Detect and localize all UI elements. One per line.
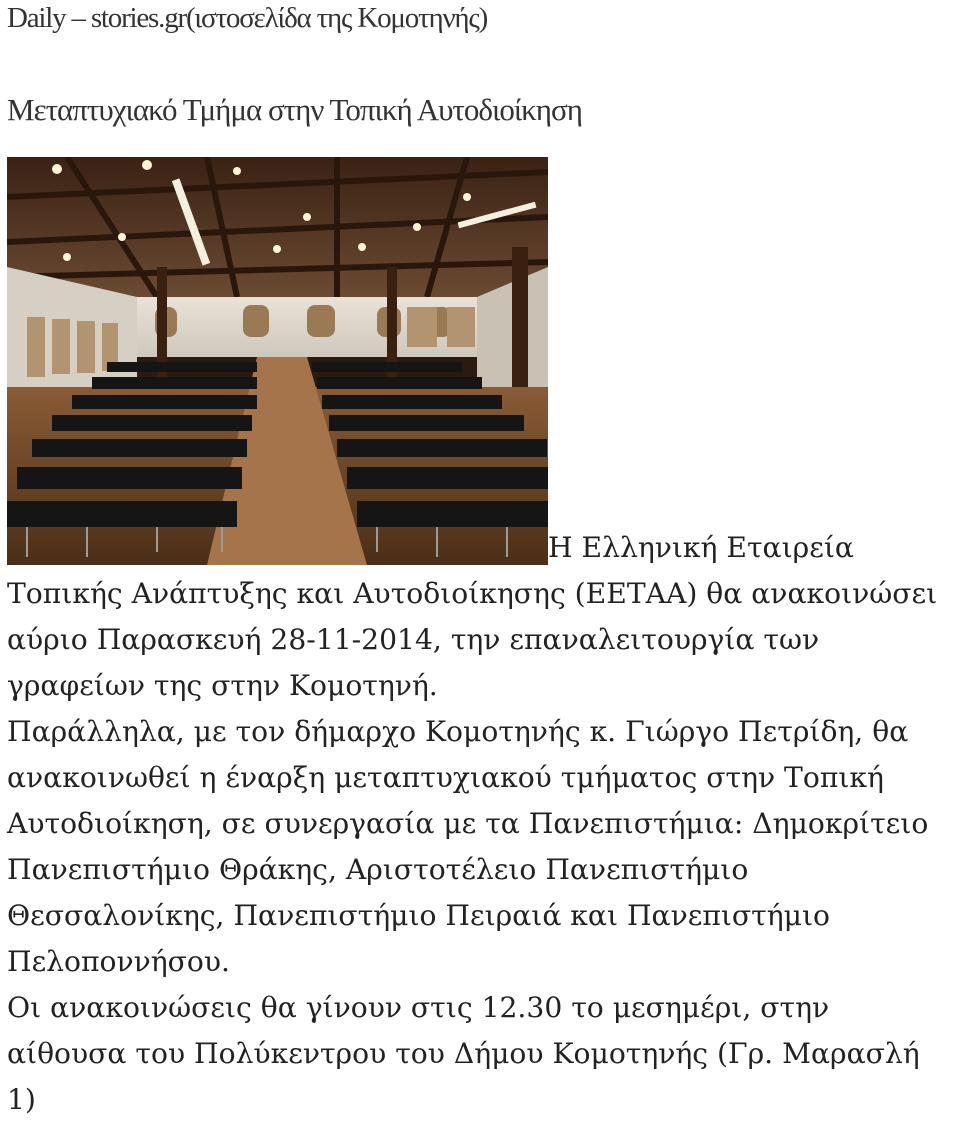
article-lead-line: Η Ελληνική Εταιρεία: [548, 531, 854, 564]
source-line: Daily – stories.gr(ιστοσελίδα της Κομοτηνής): [7, 2, 488, 34]
conference-hall-photo: [7, 157, 548, 565]
article-paragraph-3: Οι ανακοινώσεις θα γίνουν στις 12.30 το μεσημέρι, στην αίθουσα του Πολύκεντρου του Δήμου Κομοτηνής (Γρ. Μαρασλή 1): [7, 991, 920, 1116]
page-title: Μεταπτυχιακό Τμήμα στην Τοπική Αυτοδιοίκηση: [7, 92, 582, 127]
article-body: [7, 157, 957, 1123]
article-paragraph-2: Παράλληλα, με τον δήμαρχο Κομοτηνής κ. Γιώργο Πετρίδη, θα ανακοινωθεί η έναρξη μεταπτυχιακού τμήματος στην Τοπική Αυτοδιοίκηση, σε συνεργασία με τα Πανεπιστήμια: Δημοκρίτειο Πανεπιστήμιο Θράκης, Αριστοτέλειο Πανεπιστήμιο Θεσσαλονίκης, Πανεπιστήμιο Πειραιά και Πανεπιστήμιο Πελοποννήσου.: [7, 715, 929, 978]
article-paragraph-1: Τοπικής Ανάπτυξης και Αυτοδιοίκησης (ΕΕΤΑΑ) θα ανακοινώσει αύριο Παρασκευή 28-11-2014, την επαναλειτουργία των γραφείων της στην Κομοτηνή.: [7, 577, 938, 702]
